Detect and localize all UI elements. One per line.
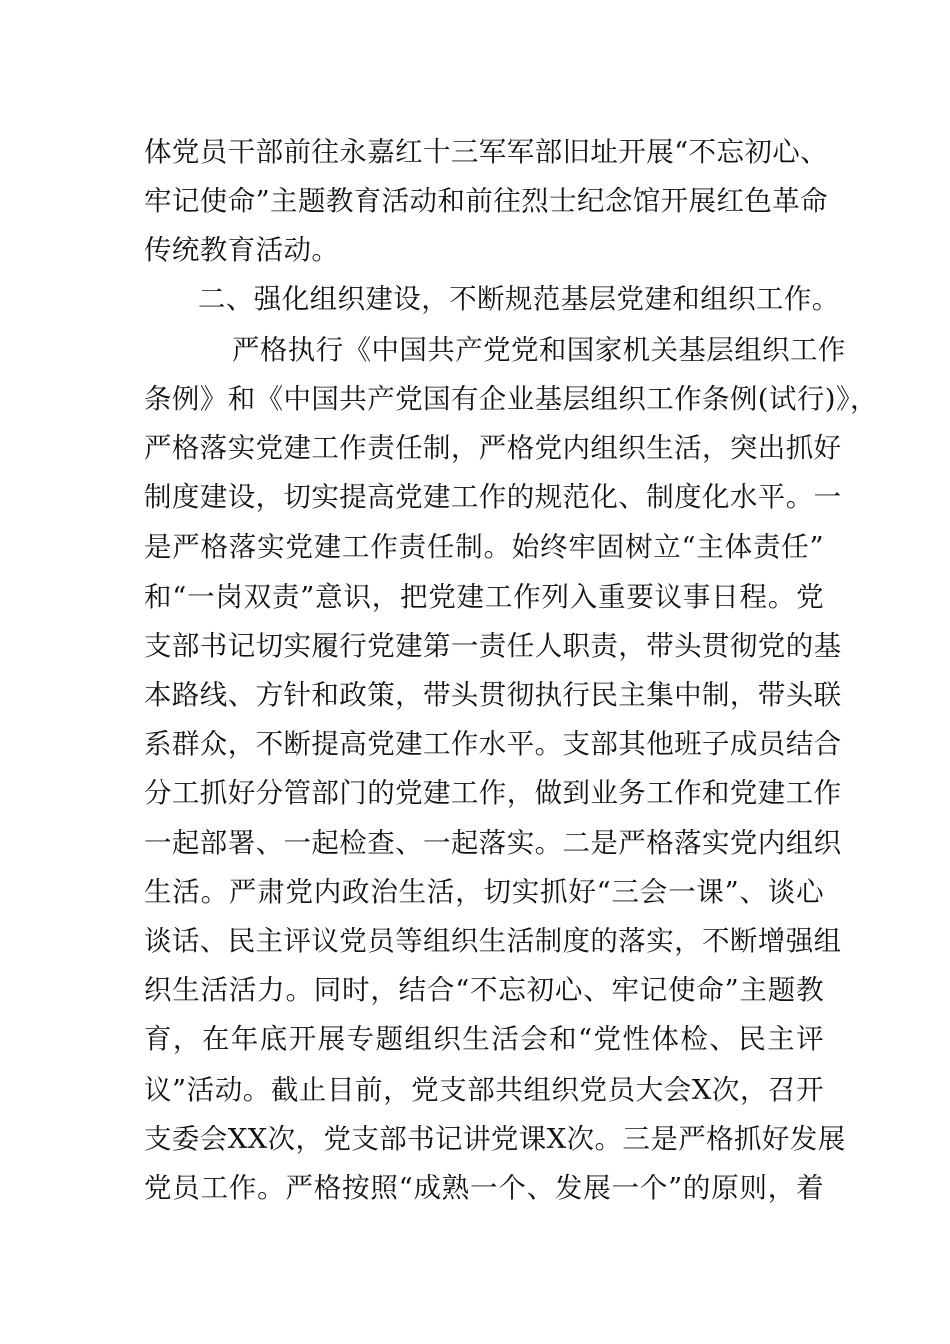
paragraph-line: 制度建设，切实提高党建工作的规范化、制度化水平。一 [144, 481, 842, 513]
paragraph-line: 牢记使命”主题教育活动和前往烈士纪念馆开展红色革命 [144, 185, 829, 217]
paragraph-line: 党员工作。严格按照“成熟一个、发展一个”的原则，着 [144, 1172, 824, 1204]
paragraph-line: 议”活动。截止目前，党支部共组织党员大会X次，召开 [144, 1074, 824, 1106]
paragraph-line: 传统教育活动。 [144, 234, 340, 266]
paragraph-line: 支委会XX次，党支部书记讲党课X次。三是严格抓好发展 [144, 1123, 846, 1155]
paragraph-line: 体党员干部前往永嘉红十三军军部旧址开展“不忘初心、 [144, 136, 829, 168]
paragraph-line: 严格执行《中国共产党党和国家机关基层组织工作 [232, 334, 846, 366]
paragraph-line: 谈话、民主评议党员等组织生活制度的落实，不断增强组 [144, 925, 842, 957]
paragraph-line: 是严格落实党建工作责任制。始终牢固树立“主体责任” [144, 531, 824, 563]
paragraph-line: 分工抓好分管部门的党建工作，做到业务工作和党建工作 [144, 777, 842, 809]
paragraph-line: 系群众，不断提高党建工作水平。支部其他班子成员结合 [144, 728, 842, 760]
paragraph-line: 严格落实党建工作责任制，严格党内组织生活，突出抓好 [144, 432, 842, 464]
paragraph-line: 育，在年底开展专题组织生活会和“党性体检、民主评 [144, 1023, 824, 1055]
paragraph-line: 和“一岗双责”意识，把党建工作列入重要议事日程。党 [144, 581, 824, 613]
paragraph-line: 生活。严肃党内政治生活，切实抓好“三会一课”、谈心 [144, 876, 824, 908]
paragraph-line: 条例》和《中国共产党国有企业基层组织工作条例(试行)》， [144, 383, 878, 415]
section-heading: 二、强化组织建设，不断规范基层党建和组织工作。 [198, 283, 840, 315]
paragraph-line: 支部书记切实履行党建第一责任人职责，带头贯彻党的基 [144, 630, 842, 662]
paragraph-line: 一起部署、一起检查、一起落实。二是严格落实党内组织 [144, 827, 842, 859]
paragraph-line: 织生活活力。同时，结合“不忘初心、牢记使命”主题教 [144, 974, 824, 1006]
paragraph-line: 本路线、方针和政策，带头贯彻执行民主集中制，带头联 [144, 679, 842, 711]
